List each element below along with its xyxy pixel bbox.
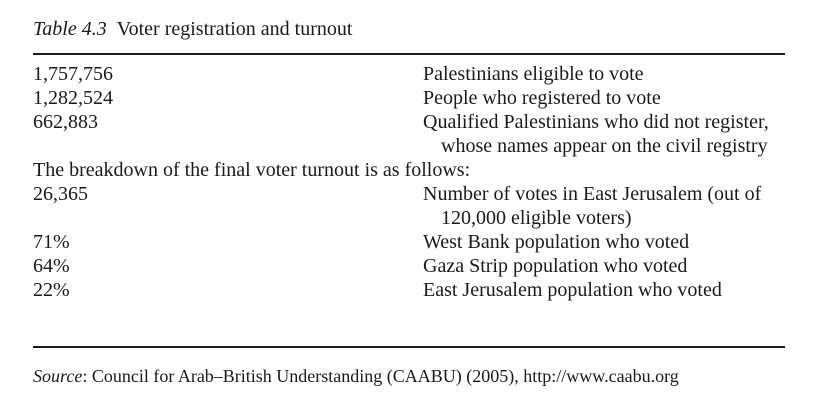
row-value: 64%: [33, 255, 70, 277]
row-label: Gaza Strip population who voted: [423, 255, 688, 277]
row-value: 1,282,524: [33, 87, 113, 109]
table-row: [33, 86, 785, 110]
row-label: Qualified Palestinians who did not register, whose names appear on the civil registry: [423, 111, 769, 157]
source-note: [33, 365, 679, 387]
row-value: 26,365: [33, 183, 88, 205]
source-text: : Council for Arab–British Understanding (CAABU) (2005), http://www.caabu.org: [82, 366, 679, 386]
table-row: [33, 278, 785, 302]
breakdown-heading: The breakdown of the final voter turnout is as follows:: [33, 159, 471, 181]
row-value: 662,883: [33, 111, 98, 133]
row-value: 71%: [33, 231, 70, 253]
table-row: [33, 254, 785, 278]
row-label: East Jerusalem population who voted: [423, 279, 722, 301]
row-label: Palestinians eligible to vote: [423, 63, 644, 85]
row-label: West Bank population who voted: [423, 231, 690, 253]
table-title: Voter registration and turnout: [116, 18, 353, 40]
table-row: [33, 110, 785, 158]
table-row: [33, 182, 785, 230]
row-label: Number of votes in East Jerusalem (out of 120,000 eligible voters): [423, 183, 762, 229]
table-caption: [33, 17, 352, 41]
table-row: [33, 230, 785, 254]
table-number: Table 4.3: [33, 18, 107, 40]
table-body: [33, 62, 785, 302]
table-row: [33, 62, 785, 86]
row-value: 22%: [33, 279, 70, 301]
source-label: Source: [33, 366, 83, 386]
top-rule: [33, 53, 785, 55]
row-value: 1,757,756: [33, 63, 113, 85]
row-label: People who registered to vote: [423, 87, 661, 109]
bottom-rule: [33, 346, 785, 348]
